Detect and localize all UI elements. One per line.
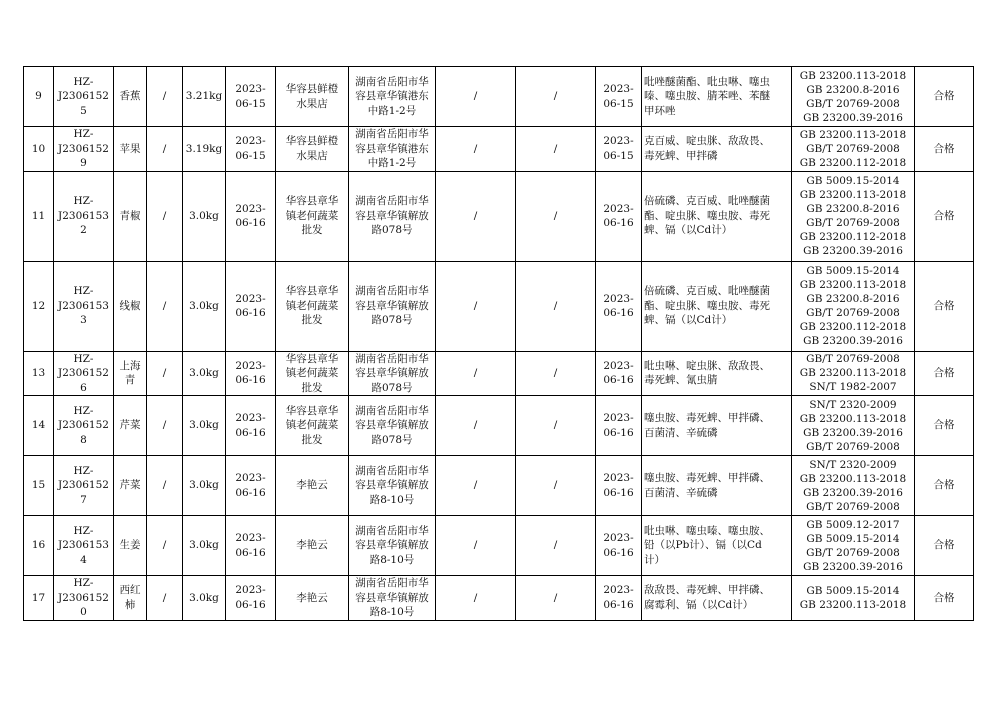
test-date-cell	[596, 516, 642, 576]
test-date-text: 2023- 06-16	[603, 584, 634, 611]
table-body	[24, 67, 974, 621]
result-cell	[915, 396, 974, 456]
blank-text-b: /	[553, 299, 558, 312]
standard-line: GB 5009.12-2017	[806, 518, 900, 531]
test-date-text: 2023- 06-15	[603, 83, 634, 110]
address-text: 湖南省岳阳市华 容县章华镇解放 路078号	[355, 352, 429, 394]
sample-code-text: HZ- J23061520	[58, 577, 109, 618]
row-number-text: 12	[31, 299, 46, 312]
sample-name-text: 上海 青	[119, 359, 141, 387]
test-date-cell	[596, 576, 642, 621]
quantity-text: 3.0kg	[189, 539, 219, 552]
test-items-text: 倍硫磷、克百威、吡唑醚菌 酯、啶虫脒、噻虫胺、毒死 蜱、镉（以Cd计）	[644, 285, 770, 327]
test-items-cell	[642, 67, 792, 127]
spec-text: /	[162, 539, 167, 552]
address-text: 湖南省岳阳市华 容县章华镇解放 路078号	[355, 195, 429, 237]
spec-cell	[147, 516, 183, 576]
result-cell	[915, 576, 974, 621]
row-number-cell	[24, 261, 54, 351]
standard-line: GB/T 20769-2008	[806, 440, 900, 453]
standard-line: GB/T 20769-2008	[806, 546, 900, 559]
test-items-text: 吡虫啉、啶虫脒、敌敌畏、 毒死蜱、氰虫腈	[644, 359, 770, 387]
standard-line: SN/T 1982-2007	[809, 381, 897, 394]
test-date-text: 2023- 06-16	[603, 532, 634, 559]
sampling-date-text: 2023- 06-15	[235, 135, 266, 162]
quantity-cell	[183, 576, 226, 621]
sampling-date-text: 2023- 06-16	[235, 359, 266, 387]
blank-text-b: /	[553, 90, 558, 103]
spec-cell	[147, 261, 183, 351]
seller-text: 李艳云	[296, 539, 328, 552]
blank-text-b: /	[553, 539, 558, 552]
test-items-cell	[642, 261, 792, 351]
row-number-text: 9	[35, 90, 42, 103]
standard-line: GB/T 20769-2008	[806, 307, 900, 319]
test-items-cell	[642, 396, 792, 456]
sample-code-text: HZ- J23061532	[58, 195, 109, 237]
test-items-text: 吡虫啉、噻虫嗪、噻虫胺、 铅（以Pb计）、镉（以Cd 计）	[644, 524, 770, 566]
blank-text-b: /	[553, 479, 558, 492]
blank-cell-b	[516, 396, 596, 456]
table-row	[24, 261, 974, 351]
blank-text-b: /	[553, 142, 558, 155]
sample-code-cell	[54, 516, 114, 576]
seller-cell	[276, 67, 349, 127]
standard-line: GB 23200.112-2018	[799, 156, 907, 169]
sample-code-cell	[54, 127, 114, 172]
test-date-text: 2023- 06-16	[603, 472, 634, 499]
standards-cell	[792, 396, 915, 456]
row-number-text: 14	[31, 419, 46, 432]
quantity-cell	[183, 67, 226, 127]
blank-cell-b	[516, 516, 596, 576]
seller-text: 华容县鲜橙 水果店	[285, 83, 339, 110]
standard-line: GB 23200.113-2018	[799, 412, 907, 425]
standards-cell	[792, 351, 915, 396]
result-text: 合格	[933, 539, 955, 552]
blank-cell-b	[516, 171, 596, 261]
result-cell	[915, 67, 974, 127]
sample-code-cell	[54, 171, 114, 261]
quantity-cell	[183, 456, 226, 516]
result-cell	[915, 127, 974, 172]
table-row	[24, 516, 974, 576]
result-text: 合格	[933, 299, 955, 312]
test-date-text: 2023- 06-16	[603, 359, 634, 387]
sample-code-text: HZ- J23061526	[58, 352, 109, 394]
spec-cell	[147, 127, 183, 172]
spec-text: /	[162, 591, 167, 604]
test-items-text: 倍硫磷、克百威、吡唑醚菌 酯、啶虫脒、噻虫胺、毒死 蜱、镉（以Cd计）	[644, 195, 770, 237]
sample-name-cell	[114, 171, 147, 261]
address-cell	[349, 127, 436, 172]
test-date-cell	[596, 261, 642, 351]
standard-line: GB 23200.39-2016	[803, 111, 903, 124]
row-number-cell	[24, 456, 54, 516]
standards-cell	[792, 516, 915, 576]
standard-line: GB 23200.8-2016	[806, 83, 900, 96]
spec-text: /	[162, 142, 167, 155]
result-cell	[915, 261, 974, 351]
blank-cell-a	[436, 351, 516, 396]
test-items-text: 克百威、啶虫脒、敌敌畏、 毒死蜱、甲拌磷	[644, 135, 770, 162]
spec-cell	[147, 67, 183, 127]
seller-cell	[276, 261, 349, 351]
address-cell	[349, 171, 436, 261]
row-number-text: 16	[31, 539, 46, 552]
address-cell	[349, 576, 436, 621]
standard-line: GB/T 20769-2008	[806, 217, 900, 229]
quantity-text: 3.0kg	[189, 479, 219, 492]
sample-name-text: 线椒	[119, 299, 141, 312]
row-number-text: 17	[31, 591, 46, 604]
blank-cell-b	[516, 261, 596, 351]
sample-name-cell	[114, 127, 147, 172]
quantity-cell	[183, 351, 226, 396]
sample-name-text: 青椒	[119, 209, 141, 222]
sample-name-cell	[114, 261, 147, 351]
sampling-date-text: 2023- 06-16	[235, 472, 266, 499]
standard-line: GB 23200.113-2018	[799, 128, 907, 141]
blank-text-a: /	[473, 479, 478, 492]
address-cell	[349, 396, 436, 456]
blank-text-b: /	[553, 209, 558, 222]
sample-name-cell	[114, 456, 147, 516]
seller-cell	[276, 351, 349, 396]
quantity-text: 3.0kg	[189, 299, 219, 312]
sample-name-cell	[114, 67, 147, 127]
spec-cell	[147, 396, 183, 456]
spec-text: /	[162, 209, 167, 222]
sampling-date-text: 2023- 06-16	[235, 584, 266, 611]
standard-line: GB 23200.113-2018	[799, 279, 907, 291]
test-items-text: 敌敌畏、毒死蜱、甲拌磷、 腐霉利、镉（以Cd计）	[644, 584, 770, 611]
standard-line: GB/T 20769-2008	[806, 500, 900, 513]
seller-cell	[276, 127, 349, 172]
result-text: 合格	[933, 142, 955, 155]
test-items-text: 噻虫胺、毒死蜱、甲拌磷、 百菌清、辛硫磷	[644, 412, 770, 439]
standards-cell	[792, 576, 915, 621]
seller-cell	[276, 171, 349, 261]
table-row	[24, 576, 974, 621]
test-date-cell	[596, 351, 642, 396]
blank-cell-b	[516, 576, 596, 621]
seller-text: 李艳云	[296, 479, 328, 492]
test-date-cell	[596, 127, 642, 172]
result-cell	[915, 456, 974, 516]
sampling-date-cell	[226, 261, 276, 351]
test-date-text: 2023- 06-15	[603, 135, 634, 162]
sampling-date-cell	[226, 456, 276, 516]
sample-name-cell	[114, 576, 147, 621]
blank-cell-a	[436, 67, 516, 127]
sample-name-text: 芹菜	[119, 419, 141, 432]
sample-code-cell	[54, 396, 114, 456]
standard-line: GB/T 20769-2008	[806, 353, 900, 366]
sampling-date-text: 2023- 06-15	[235, 83, 266, 110]
result-cell	[915, 351, 974, 396]
quantity-text: 3.0kg	[189, 367, 219, 379]
standard-line: GB 5009.15-2014	[806, 584, 900, 597]
row-number-text: 11	[31, 209, 46, 222]
result-text: 合格	[933, 419, 955, 432]
blank-text-b: /	[553, 419, 558, 432]
blank-text-a: /	[473, 367, 478, 379]
result-cell	[915, 516, 974, 576]
sampling-date-text: 2023- 06-16	[235, 532, 266, 559]
standards-cell	[792, 67, 915, 127]
seller-text: 李艳云	[296, 591, 328, 604]
row-number-cell	[24, 67, 54, 127]
blank-cell-a	[436, 516, 516, 576]
quantity-text: 3.0kg	[189, 419, 219, 432]
standard-line: SN/T 2320-2009	[809, 398, 897, 411]
test-items-cell	[642, 456, 792, 516]
sample-name-text: 生姜	[119, 539, 141, 552]
address-text: 湖南省岳阳市华 容县章华镇港东 中路1-2号	[355, 75, 429, 117]
standards-cell	[792, 456, 915, 516]
blank-text-b: /	[553, 591, 558, 604]
test-items-text: 噻虫胺、毒死蜱、甲拌磷、 百菌清、辛硫磷	[644, 472, 770, 499]
seller-cell	[276, 516, 349, 576]
test-date-text: 2023- 06-16	[603, 292, 634, 319]
spec-text: /	[162, 419, 167, 432]
address-text: 湖南省岳阳市华 容县章华镇解放 路8-10号	[355, 524, 429, 566]
address-cell	[349, 261, 436, 351]
inspection-results-table	[23, 66, 974, 621]
blank-cell-a	[436, 261, 516, 351]
address-cell	[349, 516, 436, 576]
address-text: 湖南省岳阳市华 容县章华镇解放 路8-10号	[355, 577, 429, 618]
standard-line: GB 23200.39-2016	[803, 426, 903, 439]
standard-line: GB 23200.112-2018	[799, 321, 907, 333]
result-text: 合格	[933, 90, 955, 103]
seller-text: 华容县章华 镇老何蔬菜 批发	[285, 404, 339, 446]
sample-code-cell	[54, 67, 114, 127]
standard-line: GB 23200.113-2018	[799, 367, 907, 380]
seller-cell	[276, 396, 349, 456]
standard-line: GB 23200.113-2018	[799, 472, 907, 485]
sampling-date-cell	[226, 67, 276, 127]
test-date-cell	[596, 67, 642, 127]
standard-line: SN/T 2320-2009	[809, 458, 897, 471]
table-row	[24, 171, 974, 261]
sample-code-text: HZ- J23061527	[58, 464, 109, 506]
sample-code-text: HZ- J23061528	[58, 404, 109, 446]
blank-cell-a	[436, 456, 516, 516]
quantity-cell	[183, 261, 226, 351]
standard-line: GB 23200.39-2016	[803, 335, 903, 347]
test-date-cell	[596, 456, 642, 516]
standard-line: GB 23200.113-2018	[799, 598, 907, 611]
standard-line: GB 23200.112-2018	[799, 231, 907, 243]
test-date-text: 2023- 06-16	[603, 202, 634, 229]
table-row	[24, 456, 974, 516]
result-text: 合格	[933, 209, 955, 222]
test-items-text: 吡唑醚菌酯、吡虫啉、噻虫 嗪、噻虫胺、腈苯唑、苯醚 甲环唑	[644, 75, 770, 117]
blank-cell-a	[436, 127, 516, 172]
table-row	[24, 67, 974, 127]
quantity-text: 3.0kg	[189, 209, 219, 222]
result-text: 合格	[933, 591, 955, 604]
standard-line: GB 23200.8-2016	[806, 203, 900, 215]
seller-text: 华容县章华 镇老何蔬菜 批发	[285, 352, 339, 394]
row-number-text: 10	[31, 142, 46, 155]
seller-text: 华容县章华 镇老何蔬菜 批发	[285, 195, 339, 237]
blank-text-a: /	[473, 90, 478, 103]
spec-cell	[147, 456, 183, 516]
sampling-date-text: 2023- 06-16	[235, 292, 266, 319]
address-text: 湖南省岳阳市华 容县章华镇港东 中路1-2号	[355, 128, 429, 169]
standard-line: GB 23200.113-2018	[799, 189, 907, 201]
standard-line: GB 5009.15-2014	[806, 265, 900, 277]
address-text: 湖南省岳阳市华 容县章华镇解放 路8-10号	[355, 464, 429, 506]
seller-text: 华容县鲜橙 水果店	[285, 135, 339, 162]
result-text: 合格	[933, 479, 955, 492]
row-number-cell	[24, 351, 54, 396]
quantity-cell	[183, 396, 226, 456]
test-date-cell	[596, 396, 642, 456]
sample-code-text: HZ- J23061525	[58, 75, 109, 117]
sample-name-cell	[114, 396, 147, 456]
result-cell	[915, 171, 974, 261]
blank-cell-b	[516, 127, 596, 172]
row-number-cell	[24, 576, 54, 621]
blank-cell-a	[436, 396, 516, 456]
address-cell	[349, 351, 436, 396]
test-items-cell	[642, 127, 792, 172]
sample-code-text: HZ- J23061534	[58, 524, 109, 566]
quantity-cell	[183, 127, 226, 172]
test-date-cell	[596, 171, 642, 261]
standard-line: GB 5009.15-2014	[806, 532, 900, 545]
quantity-cell	[183, 516, 226, 576]
blank-text-a: /	[473, 209, 478, 222]
standard-line: GB 23200.113-2018	[799, 69, 907, 82]
seller-cell	[276, 456, 349, 516]
test-items-cell	[642, 171, 792, 261]
standard-line: GB 23200.8-2016	[806, 293, 900, 305]
sample-code-cell	[54, 576, 114, 621]
sample-code-text: HZ- J23061529	[58, 128, 109, 169]
standard-line: GB 5009.15-2014	[806, 175, 900, 187]
standard-line: GB 23200.39-2016	[803, 560, 903, 573]
sampling-date-text: 2023- 06-16	[235, 412, 266, 439]
test-items-cell	[642, 516, 792, 576]
row-number-cell	[24, 171, 54, 261]
spec-cell	[147, 576, 183, 621]
standards-cell	[792, 171, 915, 261]
blank-text-a: /	[473, 299, 478, 312]
sampling-date-cell	[226, 576, 276, 621]
test-date-text: 2023- 06-16	[603, 412, 634, 439]
quantity-text: 3.21kg	[185, 90, 223, 103]
standard-line: GB/T 20769-2008	[806, 142, 900, 155]
address-cell	[349, 67, 436, 127]
address-text: 湖南省岳阳市华 容县章华镇解放 路078号	[355, 285, 429, 327]
spec-text: /	[162, 367, 167, 379]
sample-name-text: 芹菜	[119, 479, 141, 492]
row-number-cell	[24, 127, 54, 172]
quantity-text: 3.0kg	[189, 591, 219, 604]
spec-text: /	[162, 299, 167, 312]
address-cell	[349, 456, 436, 516]
seller-cell	[276, 576, 349, 621]
sampling-date-cell	[226, 516, 276, 576]
sampling-date-cell	[226, 351, 276, 396]
blank-text-a: /	[473, 591, 478, 604]
sampling-date-cell	[226, 396, 276, 456]
standard-line: GB/T 20769-2008	[806, 97, 900, 110]
sample-code-cell	[54, 261, 114, 351]
blank-text-a: /	[473, 539, 478, 552]
sampling-date-text: 2023- 06-16	[235, 202, 266, 229]
blank-cell-a	[436, 576, 516, 621]
row-number-cell	[24, 516, 54, 576]
row-number-text: 13	[31, 367, 46, 379]
table-row	[24, 351, 974, 396]
blank-cell-a	[436, 171, 516, 261]
standard-line: GB 23200.39-2016	[803, 486, 903, 499]
address-text: 湖南省岳阳市华 容县章华镇解放 路078号	[355, 404, 429, 446]
test-items-cell	[642, 351, 792, 396]
quantity-text: 3.19kg	[185, 142, 223, 155]
spec-text: /	[162, 90, 167, 103]
blank-text-b: /	[553, 367, 558, 379]
blank-text-a: /	[473, 419, 478, 432]
sampling-date-cell	[226, 127, 276, 172]
spec-cell	[147, 351, 183, 396]
quantity-cell	[183, 171, 226, 261]
table-row	[24, 396, 974, 456]
table-row	[24, 127, 974, 172]
standards-cell	[792, 261, 915, 351]
sample-name-cell	[114, 351, 147, 396]
spec-text: /	[162, 479, 167, 492]
spec-cell	[147, 171, 183, 261]
sampling-date-cell	[226, 171, 276, 261]
sample-name-text: 西红 柿	[119, 584, 141, 611]
sample-code-cell	[54, 456, 114, 516]
row-number-cell	[24, 396, 54, 456]
blank-text-a: /	[473, 142, 478, 155]
test-items-cell	[642, 576, 792, 621]
sample-name-cell	[114, 516, 147, 576]
blank-cell-b	[516, 456, 596, 516]
standard-line: GB 23200.39-2016	[803, 245, 903, 257]
blank-cell-b	[516, 351, 596, 396]
sample-name-text: 苹果	[119, 142, 141, 155]
standards-cell	[792, 127, 915, 172]
row-number-text: 15	[31, 479, 46, 492]
result-text: 合格	[933, 367, 955, 379]
seller-text: 华容县章华 镇老何蔬菜 批发	[285, 285, 339, 327]
sample-code-text: HZ- J23061533	[58, 285, 109, 327]
sample-name-text: 香蕉	[119, 90, 141, 103]
blank-cell-b	[516, 67, 596, 127]
sample-code-cell	[54, 351, 114, 396]
